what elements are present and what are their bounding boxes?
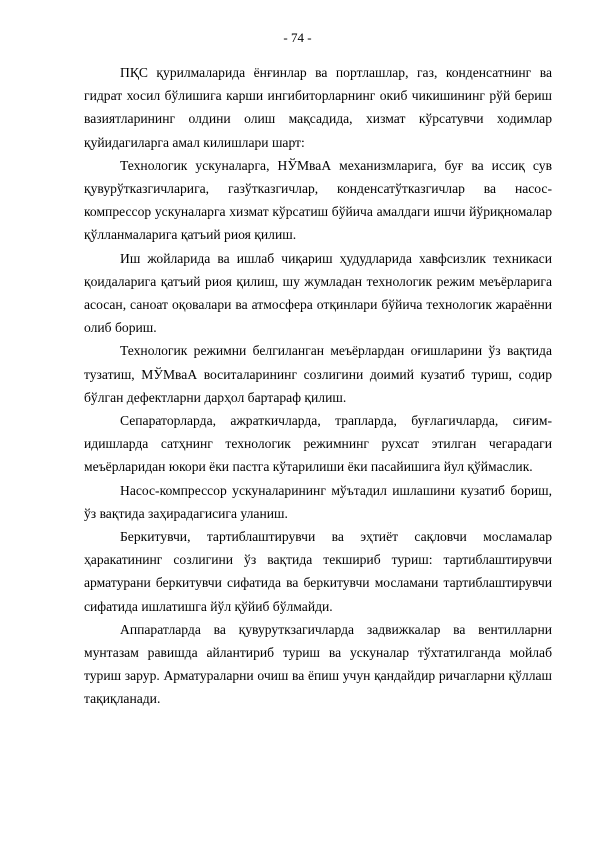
paragraph-8: Аппаратларда ва қувуруткзагичларда задвижкалар ва вентилларни мунтазам равишда айлантириб туриш ва ускуналар тўхтатилганда мойлаб туриш зарур. Арматураларни очиш ва ёпиш учун қандайдир ричагларни қўллаш тақиқланади. — [84, 621, 552, 707]
paragraph-2: Технологик ускуналарга, НЎМваА механизмларига, буғ ва иссиқ сув қувурўтказгичларига, газўтказгичлар, конденсатўтказгичлар ва насос-компрессор ускуналарга хизмат кўрсатиш бўйича амалдаги ишчи йўриқномалар қўлланмаларига қатъий риоя қилиш. — [84, 157, 552, 243]
paragraph-3: Иш жойларида ва ишлаб чиқариш ҳудудларида хавфсизлик техникаси қоидаларига қатъий риоя қилиш, шу жумладан технологик режим меъёрларига асосан, саноат оқовалари ва атмосфера отқинлари бўйича технологик жараённи олиб бориш. — [84, 250, 552, 336]
page-number: - 74 - — [283, 30, 312, 45]
paragraph-7: Беркитувчи, тартиблаштирувчи ва эҳтиёт сақловчи мосламалар ҳаракатининг созлигини ўз вақтида текшириб туриш: тартиблаштирувчи арматурани беркитувчи сифатида ва беркитувчи мосламани тартиблаштирувчи сифатида ишлатишга йўл қўйиб бўлмайди. — [84, 529, 552, 614]
paragraph-1: ПҚС қурилмаларида ёнғинлар ва портлашлар, газ, конденсатнинг ва гидрат хосил бўлишига карши ингибиторларнинг окиб чикишининг рўй бериш вазиятларининг олдини олиш мақсадида, хизмат кўрсатувчи ходимлар қуйидагиларга амал килишлари шарт: — [84, 65, 552, 150]
paragraph-5: Сепараторларда, ажраткичларда, трапларда, буғлагичларда, сиғим-идишларда сатҳнинг технологик режимнинг рухсат этилган чегарадаги меъёрларидан юкори ёки пастга кўтарилиши ёки пасайишига йул қўймаслик. — [84, 413, 552, 475]
document-body — [84, 61, 552, 711]
paragraph-6: Насос-компрессор ускуналарининг мўътадил ишлашини кузатиб бориш, ўз вақтида заҳирадагисига уланиш. — [84, 482, 552, 521]
paragraph-4: Технологик режимни белгиланган меъёрлардан оғишларини ўз вақтида тузатиш, МЎМваА воситаларининг созлигини доимий кузатиб туриш, содир бўлган дефектларни дарҳол бартараф қилиш. — [84, 343, 552, 405]
